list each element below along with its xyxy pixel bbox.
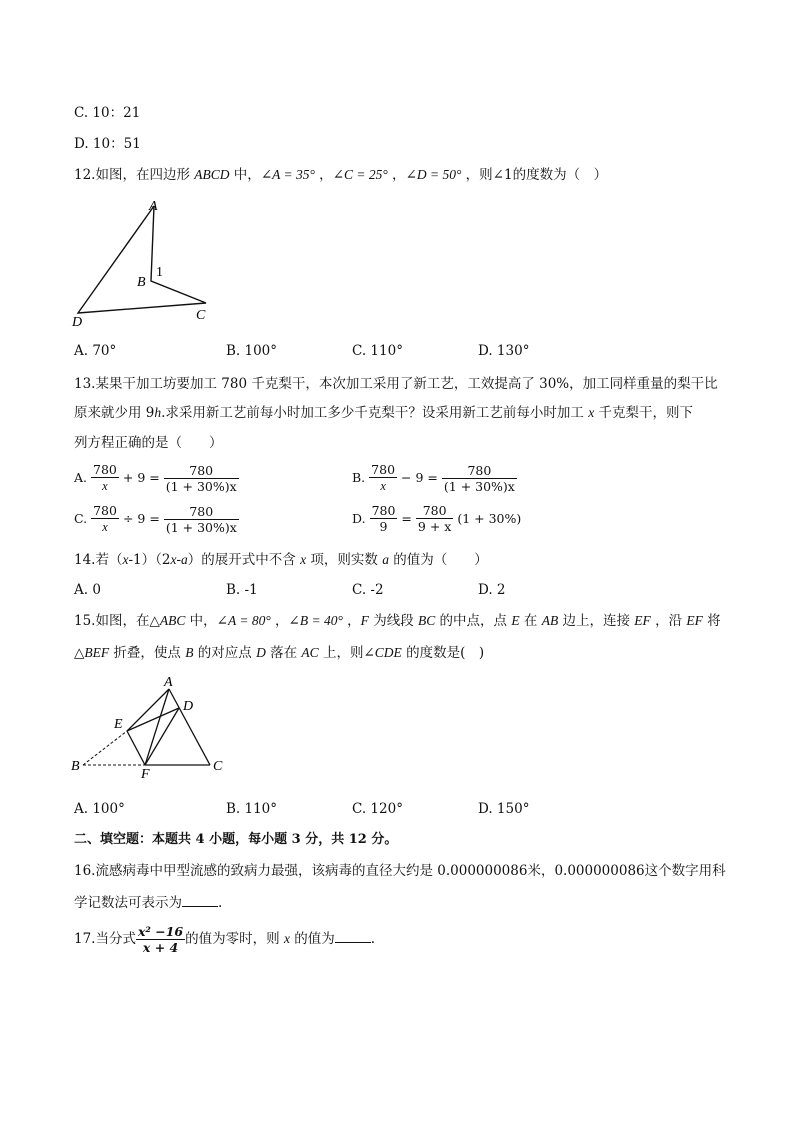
q13-stem-line3: 列方程正确的是（ ） (74, 435, 223, 451)
q11-option-c: C. 10：21 (74, 105, 141, 121)
q15-stem-line1: 15.如图，在△ABC 中，∠A = 80° ，∠B = 40° ，F 为线段 BC 的中点，点 E 在 AB 边上，连接 EF ，沿 EF 将 (74, 613, 721, 629)
q15-label-c: C (213, 759, 223, 774)
q15-label-b: B (71, 759, 80, 774)
q15-label-f: F (141, 767, 150, 782)
q15-triangle-figure (62, 672, 242, 782)
q13-stem-line2: 原来就少用 9h.求采用新工艺前每小时加工多少千克梨干？设采用新工艺前每小时加工 x 千克梨干，则下 (74, 405, 694, 421)
q12-label-1: 1 (156, 265, 163, 280)
q13-option-c: C. $\frac{780}{x}$ ÷ 9 = $\frac{780}{(1 + 30\%)x}$ (74, 503, 237, 535)
fraction: $\frac{780}{x}$ (93, 462, 117, 493)
q14-option-d: D. 2 (478, 582, 506, 598)
q12-label-c: C (196, 308, 206, 323)
q13-option-d: D. $\frac{780}{9}$ = $\frac{780}{9 + x}$ (1 + 30%) (352, 503, 522, 534)
q17-stem: 17.当分式 $\frac{\text{x² −16}}{x + 4}$ 的值为零时，则 x 的值为 . (74, 924, 376, 955)
fraction: $\frac{780}{(1 + 30\%)x}$ (165, 503, 237, 535)
fraction: $\frac{780}{(1 + 30\%)x}$ (443, 462, 515, 494)
q15-stem-line2: △BEF 折叠，使点 B 的对应点 D 落在 AC 上，则∠CDE 的度数是( ) (74, 645, 485, 661)
q14-stem: 14.若（x-1）（2x-a）的展开式中不含 x 项，则实数 a 的值为（ ） (74, 552, 488, 568)
q14-option-c: C. -2 (352, 582, 384, 598)
q15-label-e: E (114, 717, 123, 732)
q16-stem-line1: 16.流感病毒中甲型流感的致病力最强，该病毒的直径大约是 0.000000086米，0.000000086这个数字用科 (74, 863, 726, 879)
q12-label-a: A (149, 199, 158, 214)
section-fill-in-heading: 二、填空题：本题共 4 小题，每小题 3 分，共 12 分。 (74, 832, 398, 847)
q12-quadrilateral-figure (60, 192, 230, 332)
q17-fraction: $\frac{\text{x² −16}}{x + 4}$ (137, 924, 184, 955)
q12-label-d: D (72, 315, 83, 330)
q15-option-d: D. 150° (478, 801, 530, 817)
fraction: $\frac{780}{9}$ (371, 503, 396, 534)
q15-option-b: B. 110° (226, 801, 278, 817)
q12-option-d: D. 130° (478, 343, 530, 359)
q15-label-d: D (183, 699, 194, 714)
q12-label-b: B (137, 275, 146, 290)
fraction: $\frac{780}{x}$ (371, 462, 396, 493)
q12-stem: 12.如图，在四边形 ABCD 中，∠A = 35° ，∠C = 25° ，∠D = 50° ，则∠1的度数为（ ） (74, 167, 608, 183)
q15-option-a: A. 100° (74, 801, 125, 817)
fraction: $\frac{780}{x}$ (93, 503, 117, 534)
q15-label-a: A (164, 675, 173, 690)
q17-answer-blank[interactable] (335, 928, 371, 943)
q13-option-b: B. $\frac{780}{x}$ − 9 = $\frac{780}{(1 + 30\%)x}$ (352, 462, 515, 494)
q13-option-a: A. $\frac{780}{x}$ + 9 = $\frac{780}{(1 + 30\%)x}$ (74, 462, 237, 494)
q16-answer-blank[interactable] (182, 892, 218, 907)
q13-stem-line1: 13.某果干加工坊要加工 780 千克梨干，本次加工采用了新工艺，工效提高了 30%，加工同样重量的梨干比 (74, 376, 718, 392)
q15-option-c: C. 120° (352, 801, 403, 817)
fraction: $\frac{780}{(1 + 30\%)x}$ (165, 462, 237, 494)
q12-option-a: A. 70° (74, 343, 117, 359)
q14-option-b: B. -1 (226, 582, 258, 598)
q11-option-d: D. 10：51 (74, 136, 141, 152)
q14-option-a: A. 0 (74, 582, 101, 598)
q16-stem-line2: 学记数法可表示为 . (74, 892, 222, 913)
fraction: $\frac{780}{9 + x}$ (417, 503, 452, 534)
q12-option-c: C. 110° (352, 343, 403, 359)
q12-option-b: B. 100° (226, 343, 278, 359)
